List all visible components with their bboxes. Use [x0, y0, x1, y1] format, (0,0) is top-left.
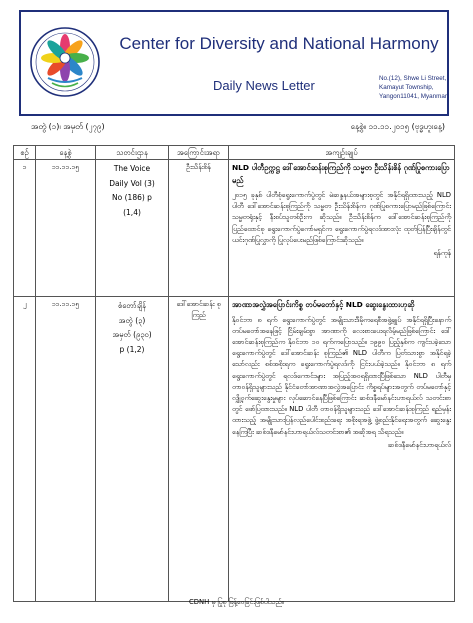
address-line: Yangon11041, Myanmar: [379, 93, 448, 100]
row-topic: ဒေါ်အောင်ဆန်း စုကြည်: [169, 297, 229, 602]
column-header-date: နေ့စွဲ: [36, 146, 96, 160]
cdnh-logo: [28, 16, 102, 112]
address-block: [379, 74, 447, 101]
row-source: [96, 297, 169, 602]
news-table: [13, 145, 455, 602]
column-header-no: စဉ်: [14, 146, 36, 160]
row-source: [96, 160, 169, 297]
source-line: အတွဲ (၃): [118, 315, 146, 325]
row-summary: [229, 297, 455, 602]
page-footer: CDNH မှ ပြုစု ဖြန့်ဝေခြင်းဖြစ်ပါသည်။: [189, 598, 284, 606]
source-line: စံတော်ချိန်: [118, 301, 146, 310]
news-body: နိုဝင်ဘာ ၈ ရက် ရွေးကောက်ပွဲတွင် အမျိုးသားဒီမိုကရေစီအဖွဲ့ချုပ် အနိုင်ရရှိပြီးနောက် တပ်မတော်အနေဖြင့် ငြိမ်းချမ်းစွာ အာဏာကို လေးစားပေးရလိမ့်မည်ဖြစ်ကြောင်း ဒေါ်အောင်ဆန်းစုကြည်က နိုဝင်ဘာ ၁၀ ရက်ကပြောသည်။ ၁၉၉၀ ပြည့်နှစ်က ကျင်းပခဲ့သော ရွေးကောက်ပွဲတွင် ဒေါ်အောင်ဆန်း စုကြည်၏ NLD ပါတီက ပြတ်သားစွာ အနိုင်ရခဲ့သော်လည်း စစ်အစိုးရက ရွေးကောက်ပွဲရလဒ်ကို ငြင်းပယ်ခဲ့သည်။ နိုဝင်ဘာ ၈ ရက် ရွေးကောက်ပွဲတွင် ရလဒ်ကောင်းများ အပြည့်အဝရရှိထားပြီဖြစ်သော NLD ပါတီမှ တာဝန်ရှိသူများသည် နိုင်ငံတော်အာဏာအလွှဲအပြောင်း ကိစ္စရပ်များအတွက် တပ်မတော်နှင့် လျှို့ဝှက်ဆွေးနွေးမှုများ လုပ်ဆောင်နေပြီဖြစ်ကြောင်း ဆစ်ဒနီမော်နင်းဟာရယ်လ် သတင်းစာတွင် ဖော်ပြထားသည်။ NLD ပါတီ တာဝန်ရှိသူများသည် ဒေါ်အောင်ဆန်းစုကြည် ရည်မှန်းထားသည့် အမျိုးသားပြန်လည်ပေါင်းစည်းရေး အစိုးရအဖွဲ့ ဖွဲ့စည်းနိုင်ရေးအတွက် ဆွေးနွေးနေကြပြီး ဆစ်ဒနီမော်နင်းဟာရယ်လ်သတင်းစာ၏ အဆိုအရ သိရသည်။: [232, 315, 451, 436]
source-line: အမှတ် (၉၃၀): [112, 330, 152, 339]
source-line: (1,4): [123, 207, 141, 217]
organization-title: Center for Diversity and National Harmony: [119, 34, 439, 53]
issue-date: နေ့စွဲ။ ၁၁.၁၁.၂၀၁၅ (ဗုဒ္ဓဟူးနေ့): [350, 122, 445, 131]
news-byline: ရန်ကုန်: [433, 249, 451, 258]
address-line: Kamayut Township,: [379, 84, 434, 91]
source-line: Daily Vol (3): [109, 178, 155, 188]
volume-number: အတွဲ (၁)၊ အမှတ် (၂၇၉): [31, 122, 105, 131]
column-header-summary: အကျဉ်းချုပ်: [229, 146, 455, 160]
news-body: ၂၀၁၅ ခုနှစ် ပါတီစုံရွေးကောက်ပွဲတွင် မဲဆန္ဒနယ်အများစုတွင် အနိုင်ရရှိထားသည့် NLD ပါတီ ဒေါ်အောင်ဆန်းစုကြည်ကို သမ္မတ ဦးသိန်းစိန်က ဂုဏ်ပြုစကားပြောမည်ဖြစ်ကြောင်း သမ္မတရုံးနှင့် နီးစပ်သူတစ်ဦးက ဆိုသည်။ ဦးသိန်းစိန်က ဒေါ်အောင်ဆန်းစုကြည်ကို ပြည်ထောင်စု ရွေးကောက်ပွဲကော်မရှင်က ရွေးကောက်ပွဲရလဒ်အားလုံး ထုတ်ပြန်ပြီးချိန်တွင် ယင်းဂုဏ်ပြုလွှာကို ပြုလုပ်ပေးမည်ဖြစ်ကြောင်းဆိုသည်။: [232, 191, 451, 244]
newsletter-title: Daily News Letter: [213, 78, 315, 93]
row-date: ၁၁.၁၁.၁၅: [36, 160, 96, 297]
row-date: ၁၁.၁၁.၁၅: [36, 297, 96, 602]
column-header-topic: အကြောင်းအရာ: [169, 146, 229, 160]
source-line: p (1,2): [119, 344, 145, 354]
table-row: [14, 160, 455, 297]
column-header-source: သတင်းဌာန: [96, 146, 169, 160]
table-row: [14, 297, 455, 602]
letterhead: [19, 10, 449, 116]
row-topic: ဦးသိန်းစိန်: [169, 160, 229, 297]
source-line: No (186) p: [112, 193, 152, 202]
table-header-row: [14, 146, 455, 160]
news-headline: NLD ပါတီဥက္ကဋ္ဌ ဒေါ်အောင်ဆန်းစုကြည်ကို သမ္မတ ဦးသိန်းစိန် ဂုဏ်ပြုစကားပြောမည်: [232, 163, 450, 185]
news-headline: အာဏာအလွှဲအပြောင်းကိစ္စ တပ်မတော်နှင့် NLD ဆွေးနွေးထားဟုဆို: [232, 300, 415, 309]
address-line: No.(12), Shwe Li Street,: [379, 75, 447, 82]
row-summary: [229, 160, 455, 297]
row-number: ၁: [14, 160, 36, 297]
news-byline: ဆစ်ဒနီမော်နင်းဟာရယ်လ်: [387, 440, 451, 449]
row-number: ၂: [14, 297, 36, 602]
issue-meta: [19, 120, 449, 134]
source-line: The Voice: [113, 164, 151, 173]
